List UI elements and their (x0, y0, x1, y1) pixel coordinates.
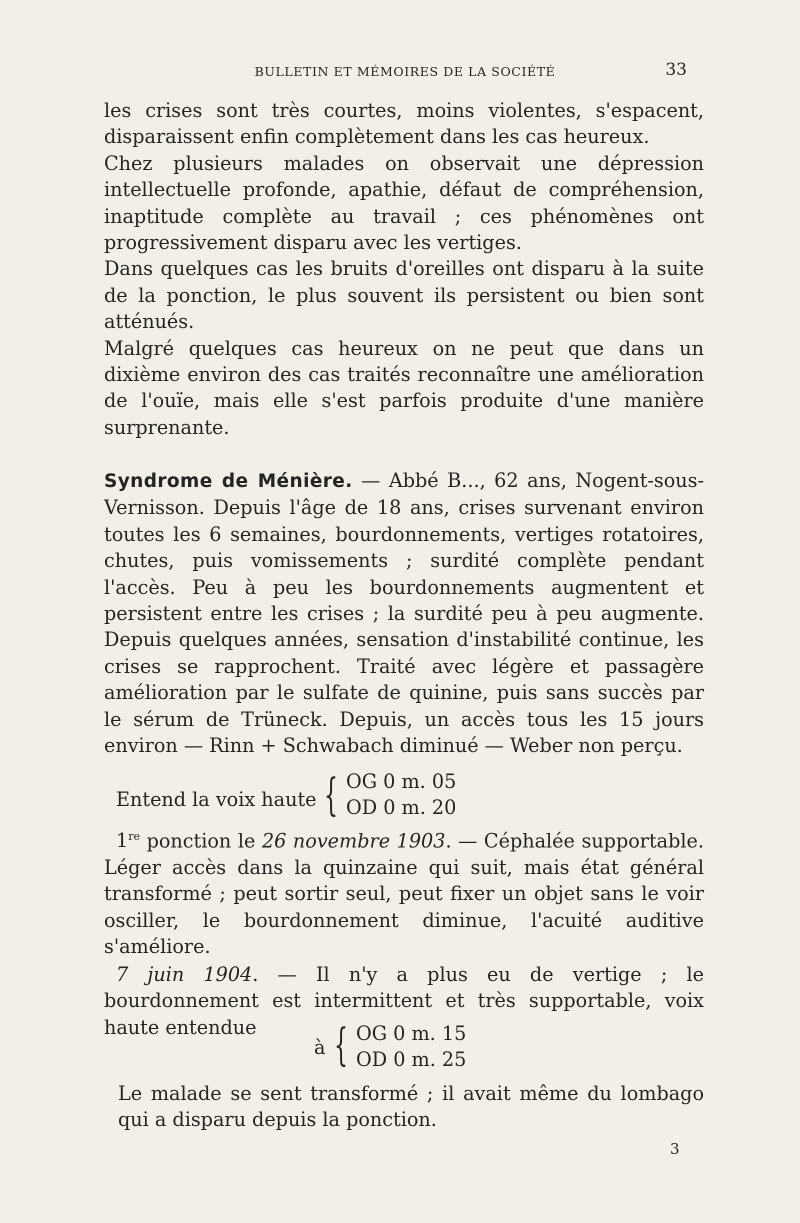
hearing-og: OG 0 m. 15 (356, 1022, 467, 1045)
final-section (104, 1081, 704, 1134)
page-number: 33 (665, 60, 687, 80)
ponction-sup: re (128, 830, 140, 843)
final-paragraph: Le malade se sent transformé ; il avait même du lombago qui a disparu depuis la ponction. (118, 1082, 704, 1132)
syndrome-text: — Abbé B..., 62 ans, Nogent-sous-Vernisson. Depuis l'âge de 18 ans, crises survenant environ toutes les 6 semaines, bourdonnements, vertiges rotatoires, chutes, puis vomissements ; surdité complète pendant l'accès. Peu à peu les bourdonnements augmentent et persistent entre les crises ; la surdité peu à peu augmente. Depuis quelques années, sensation d'instabilité continue, les crises se rapprochent. Traité avec légère et passagère amélioration par le sulfate de quinine, puis sans succès par le sérum de Trüneck. Depuis, un accès tous les 15 jours environ — Rinn + Schwabach diminué — Weber non perçu. (104, 469, 704, 758)
ponction-text: . — Céphalée supportable. Léger accès dans la quinzaine qui suit, mais état général transformé ; peut sortir seul, peut fixer un objet sans le voir osciller, le bourdonnement diminue, l'acuité auditive s'améliore. (104, 829, 704, 959)
paragraph-bruits: Dans quelques cas les bruits d'oreilles ont disparu à la suite de la ponction, le plus souvent ils persistent ou bien sont atténués. (104, 257, 704, 334)
hearing-od: OD 0 m. 25 (356, 1048, 467, 1071)
syndrome-paragraph (104, 468, 704, 759)
syndrome-title: Syndrome de Ménière. (104, 471, 353, 492)
paragraph-depression: Chez plusieurs malades on observait une dépression intellectuelle profonde, apathie, défaut de compréhension, inaptitude complète au travail ; ces phénomènes ont progressivement disparu avec les vertiges. (104, 151, 704, 255)
hearing-og: OG 0 m. 05 (346, 770, 457, 793)
signature-mark: 3 (670, 1140, 680, 1158)
juin-date: 7 juin 1904 (116, 963, 253, 986)
ponction-number: 1 (116, 829, 129, 853)
hearing-prefix: à (314, 1036, 326, 1059)
body-text-top (104, 98, 704, 441)
syndrome-section (104, 468, 704, 759)
ponction-paragraph (104, 824, 704, 960)
running-head: BULLETIN ET MÉMOIRES DE LA SOCIÉTÉ (254, 64, 556, 79)
hearing-od: OD 0 m. 20 (346, 796, 457, 819)
brace-icon: { (324, 770, 338, 821)
ponction-date: 26 novembre 1903 (261, 829, 446, 853)
hearing-measure-2 (314, 1020, 574, 1080)
hearing-label: Entend la voix haute (116, 788, 317, 811)
page-header (105, 60, 705, 84)
brace-icon: { (334, 1020, 348, 1071)
hearing-measure-1 (116, 768, 516, 828)
paragraph-malgre: Malgré quelques cas heureux on ne peut que dans un dixième environ des cas traités reconnaître une amélioration de l'ouïe, mais elle s'est parfois produite d'une manière surprenante. (104, 336, 704, 439)
paragraph-crises: les crises sont très courtes, moins violentes, s'espacent, disparaissent enfin complètement dans les cas heureux. (104, 99, 704, 149)
juin-text: . — Il n'y a plus eu de vertige ; le bourdonnement est intermittent et très supportable, voix haute entendue (104, 963, 704, 1039)
ponction-label: ponction le (140, 829, 262, 853)
ponction-section (104, 824, 704, 960)
